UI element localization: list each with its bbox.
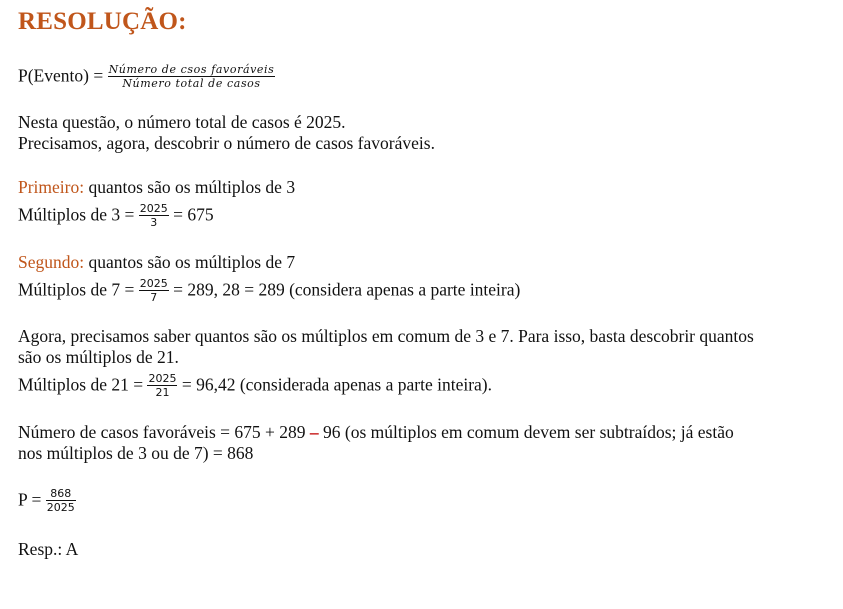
- probability-numerator: 868: [46, 487, 76, 501]
- common-calc-denominator: 21: [155, 386, 170, 399]
- probability-result: [18, 488, 76, 515]
- probability-fraction: [46, 487, 76, 514]
- probability-denominator: 2025: [46, 501, 75, 514]
- intro-line-2: Precisamos, agora, descobrir o número de casos favoráveis.: [18, 133, 435, 153]
- first-calc-numerator: 2025: [139, 202, 168, 215]
- common-line-1: Agora, precisamos saber quantos são os múltiplos em comum de 3 e 7. Para isso, basta descobrir quantos: [18, 326, 754, 346]
- common-calc-result: = 96,42 (considerada apenas a parte inteira).: [177, 374, 492, 395]
- first-step-label: Primeiro:: [18, 177, 85, 197]
- second-calc-numerator: 2025: [139, 277, 168, 290]
- favorable-line-1: [18, 422, 734, 443]
- second-step-calc: [18, 278, 520, 305]
- probability-lhs: P =: [18, 489, 46, 510]
- formula-fraction: [108, 63, 276, 90]
- second-calc-lhs: Múltiplos de 7 =: [18, 279, 139, 300]
- answer: Resp.: A: [18, 539, 79, 559]
- minus-sign: –: [309, 422, 319, 442]
- favorable-line-2: nos múltiplos de 3 ou de 7) = 868: [18, 443, 254, 463]
- second-step-text: quantos são os múltiplos de 7: [84, 252, 296, 272]
- common-calc-numerator: 2025: [148, 372, 177, 385]
- first-step-heading: [18, 177, 295, 198]
- second-step-label: Segundo:: [18, 252, 85, 272]
- first-step-calc: [18, 203, 214, 230]
- second-calc-fraction: [139, 277, 169, 304]
- formula-denominator: Número total de casos: [122, 77, 261, 90]
- favorable-part-2: 96 (os múltiplos em comum devem ser subtraídos; já estão: [318, 422, 734, 442]
- page-title: RESOLUÇÃO:: [18, 8, 187, 35]
- first-step-text: quantos são os múltiplos de 3: [84, 177, 296, 197]
- common-calc-fraction: [147, 372, 177, 399]
- intro-line-1: Nesta questão, o número total de casos é 2025.: [18, 112, 346, 132]
- first-calc-lhs: Múltiplos de 3 =: [18, 204, 139, 225]
- first-calc-fraction: [139, 202, 169, 229]
- first-calc-denominator: 3: [150, 216, 158, 229]
- formula-numerator: Número de csos favoráveis: [108, 63, 275, 76]
- second-calc-denominator: 7: [150, 291, 158, 304]
- common-line-2: são os múltiplos de 21.: [18, 347, 179, 367]
- formula-lhs: P(Evento) =: [18, 65, 108, 86]
- common-calc: [18, 373, 492, 400]
- second-calc-result: = 289, 28 = 289 (considera apenas a parte inteira): [168, 279, 521, 300]
- favorable-part-1: Número de casos favoráveis = 675 + 289: [18, 422, 310, 442]
- common-calc-lhs: Múltiplos de 21 =: [18, 374, 148, 395]
- probability-formula: [18, 64, 275, 91]
- second-step-heading: [18, 252, 295, 273]
- first-calc-result: = 675: [168, 204, 214, 225]
